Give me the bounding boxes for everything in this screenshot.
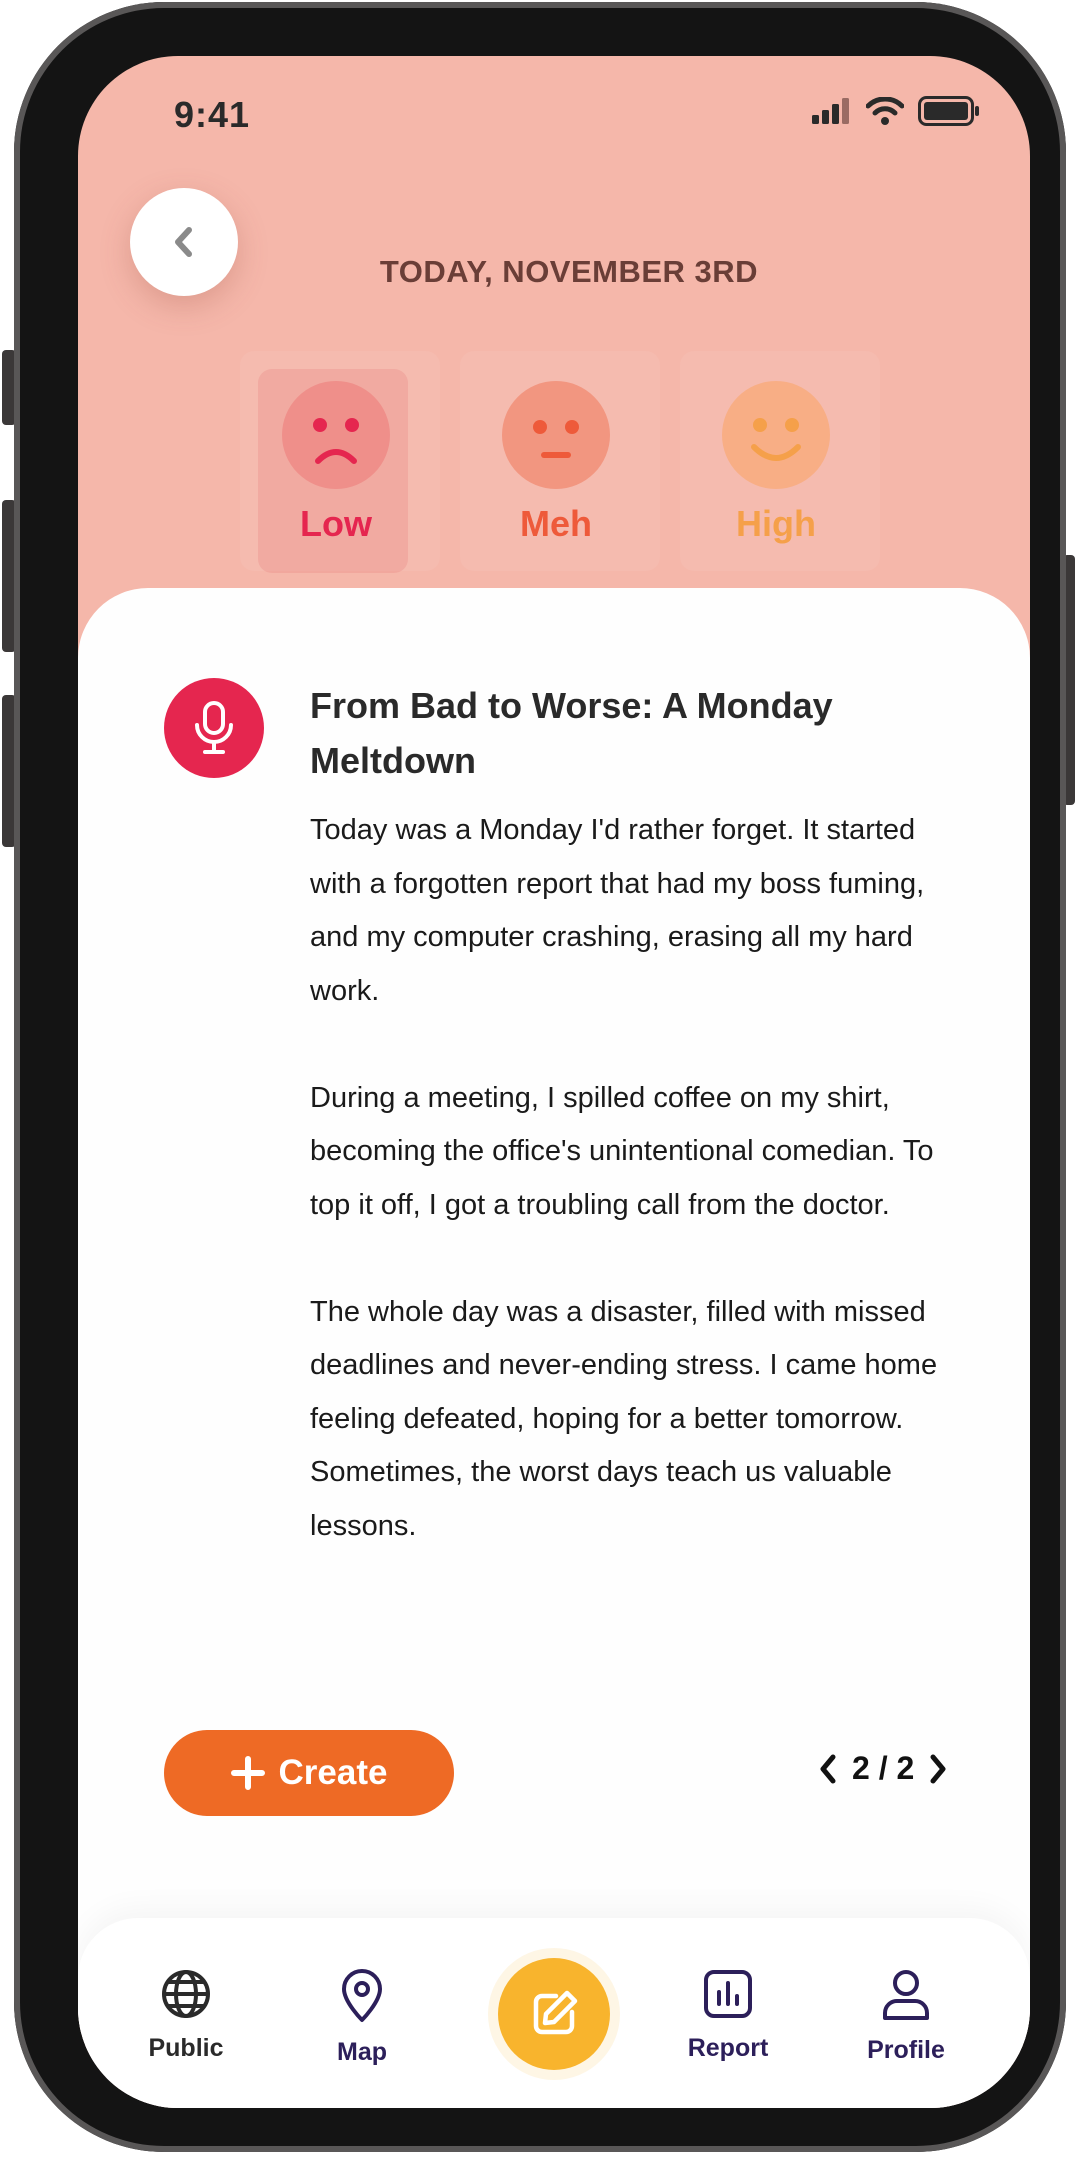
mood-option-low[interactable]: [240, 351, 440, 571]
entry-body: [310, 804, 970, 1607]
entry-title: From Bad to Worse: A Monday Meltdown: [310, 685, 833, 781]
voice-entry-button[interactable]: [164, 678, 264, 778]
app-screen: [78, 56, 1030, 2108]
bar-chart-icon: [702, 1968, 754, 2020]
page-indicator: 2 / 2: [852, 1750, 915, 1786]
nav-item-profile[interactable]: [836, 1968, 976, 2065]
entry-paragraph: The whole day was a disaster, filled with missed deadlines and never-ending stress. I came home feeling defeated, hoping for a better tomorrow. Sometimes, the worst days teach us valuable lessons.: [310, 1295, 938, 1542]
status-time: 9:41: [174, 94, 251, 135]
entry-paragraph: During a meeting, I spilled coffee on my shirt, becoming the office's unintentional comedian. To top it off, I got a troubling call from the doctor.: [310, 1081, 934, 1221]
mood-option-meh[interactable]: [460, 351, 660, 571]
previous-page-button[interactable]: [818, 1753, 838, 1785]
nav-label-public: Public: [148, 2034, 224, 2062]
nav-item-report[interactable]: [658, 1968, 798, 2063]
next-page-button[interactable]: [928, 1753, 948, 1785]
nav-item-public[interactable]: [116, 1968, 256, 2063]
map-pin-icon: [336, 1968, 388, 2024]
edit-icon: [526, 1986, 582, 2042]
phone-frame: [14, 2, 1066, 2152]
mood-option-high[interactable]: [680, 351, 880, 571]
create-button[interactable]: [164, 1730, 454, 1816]
mood-label-high: High: [736, 503, 816, 544]
new-entry-button[interactable]: [498, 1958, 610, 2070]
status-icons: [812, 96, 980, 126]
create-button-label: Create: [278, 1753, 388, 1792]
sad-face-icon: [282, 381, 390, 489]
nav-item-map[interactable]: [292, 1968, 432, 2067]
mood-label-meh: Meh: [520, 503, 592, 544]
entry-pager: [818, 1750, 948, 1787]
journal-entry-card: [78, 588, 1030, 2108]
plus-icon: [231, 1756, 265, 1790]
wifi-icon: [866, 97, 904, 125]
mood-selector: [240, 351, 880, 571]
cellular-signal-icon: [812, 98, 852, 124]
page-title: TODAY, NOVEMBER 3RD: [379, 254, 759, 289]
happy-face-icon: [722, 381, 830, 489]
neutral-face-icon: [502, 381, 610, 489]
battery-icon: [918, 96, 980, 126]
globe-icon: [160, 1968, 212, 2020]
nav-label-map: Map: [337, 2038, 387, 2066]
mood-label-low: Low: [300, 503, 372, 544]
nav-label-report: Report: [687, 2034, 769, 2062]
microphone-icon: [192, 700, 236, 756]
nav-label-profile: Profile: [867, 2036, 945, 2064]
bottom-navigation: [78, 1918, 1030, 2108]
user-icon: [879, 1968, 933, 2022]
entry-paragraph: Today was a Monday I'd rather forget. It started with a forgotten report that had my boss fuming, and my computer crashing, erasing all my hard work.: [310, 814, 925, 1007]
